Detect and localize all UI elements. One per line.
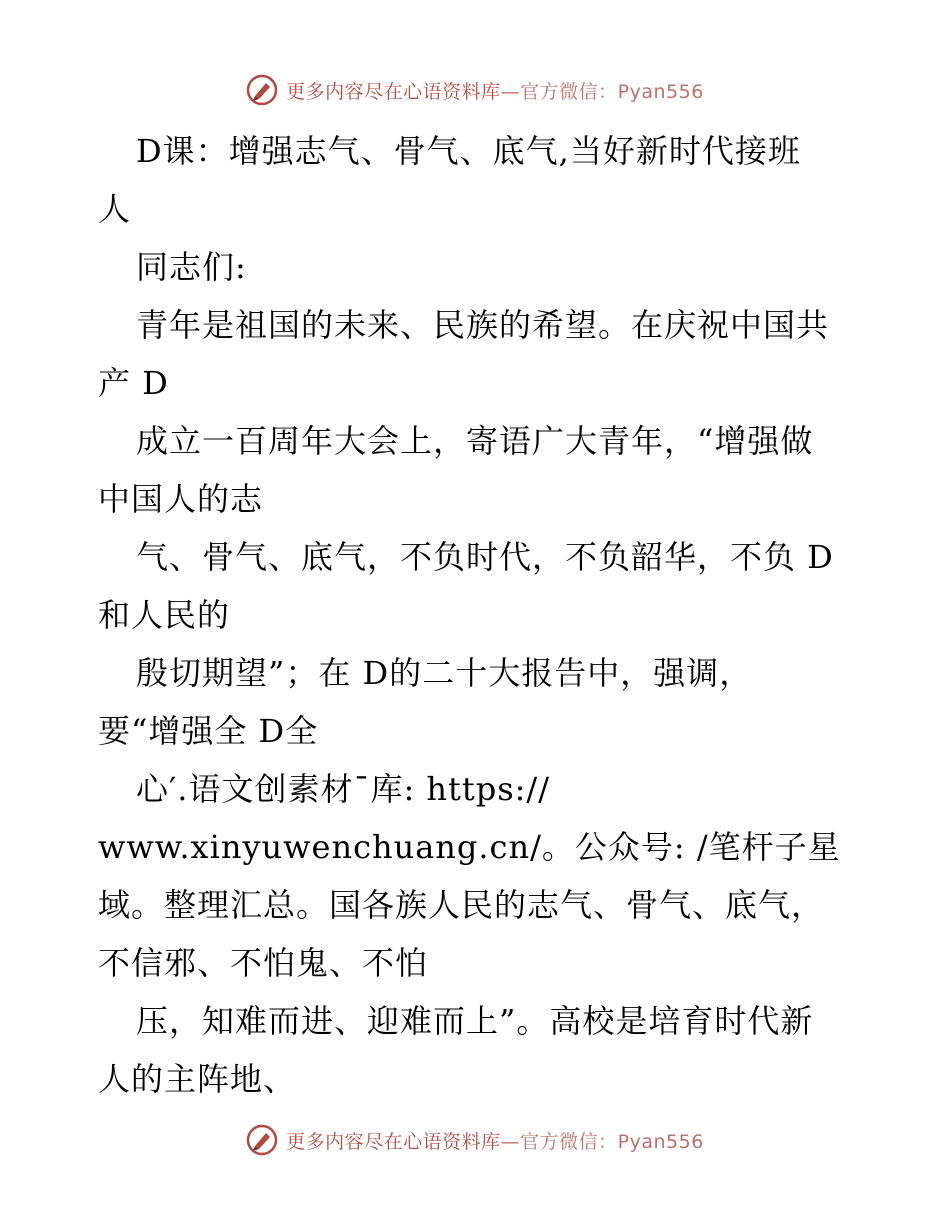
text-line: D课：增强志气、骨气、底气,当好新时代接班 [136, 132, 801, 170]
header-banner-text [286, 77, 704, 104]
text-line: 青年是祖国的未来、民族的希望。在庆祝中国共 [136, 306, 830, 344]
text-line: 中国人的志 [98, 480, 264, 518]
text-line: 心′.语文创素材¯库: https:// [136, 770, 550, 808]
footer-banner-text [286, 1127, 704, 1154]
text-line: 成立一百周年大会上，寄语广大青年，“增强做 [136, 422, 814, 460]
text-line: 人 [98, 190, 132, 228]
document-body [98, 122, 858, 1108]
header-banner-main: 更多内容尽在心语资料库 [286, 80, 501, 103]
text-line: 气、骨气、底气，不负时代，不负韶华，不负 D [136, 538, 834, 576]
header-banner-wechat: —官方微信：Pyan556 [500, 80, 704, 103]
text-line: 产 D [98, 364, 169, 402]
text-line: 压，知难而进、迎难而上”。高校是培育时代新 [136, 1002, 814, 1040]
text-line: 不信邪、不怕鬼、不怕 [98, 944, 429, 982]
pen-logo-icon [246, 74, 278, 106]
text-line: 人的主阵地、 [98, 1060, 297, 1098]
text-line: 殷切期望”；在 D的二十大报告中，强调， [136, 654, 753, 692]
text-line: 同志们: [136, 248, 247, 286]
text-line: 和人民的 [98, 596, 231, 634]
footer-banner-wechat: —官方微信：Pyan556 [500, 1130, 704, 1153]
footer-banner-main: 更多内容尽在心语资料库 [286, 1130, 501, 1153]
text-line: 要“增强全 D全 [98, 712, 319, 750]
pen-logo-icon [246, 1124, 278, 1156]
footer-banner [0, 1120, 950, 1160]
text-line: www.xinyuwenchuang.cn/。公众号: /笔杆子星 [98, 828, 841, 866]
text-line: 域。整理汇总。国各族人民的志气、骨气、底气， [98, 886, 825, 924]
header-banner [0, 70, 950, 110]
